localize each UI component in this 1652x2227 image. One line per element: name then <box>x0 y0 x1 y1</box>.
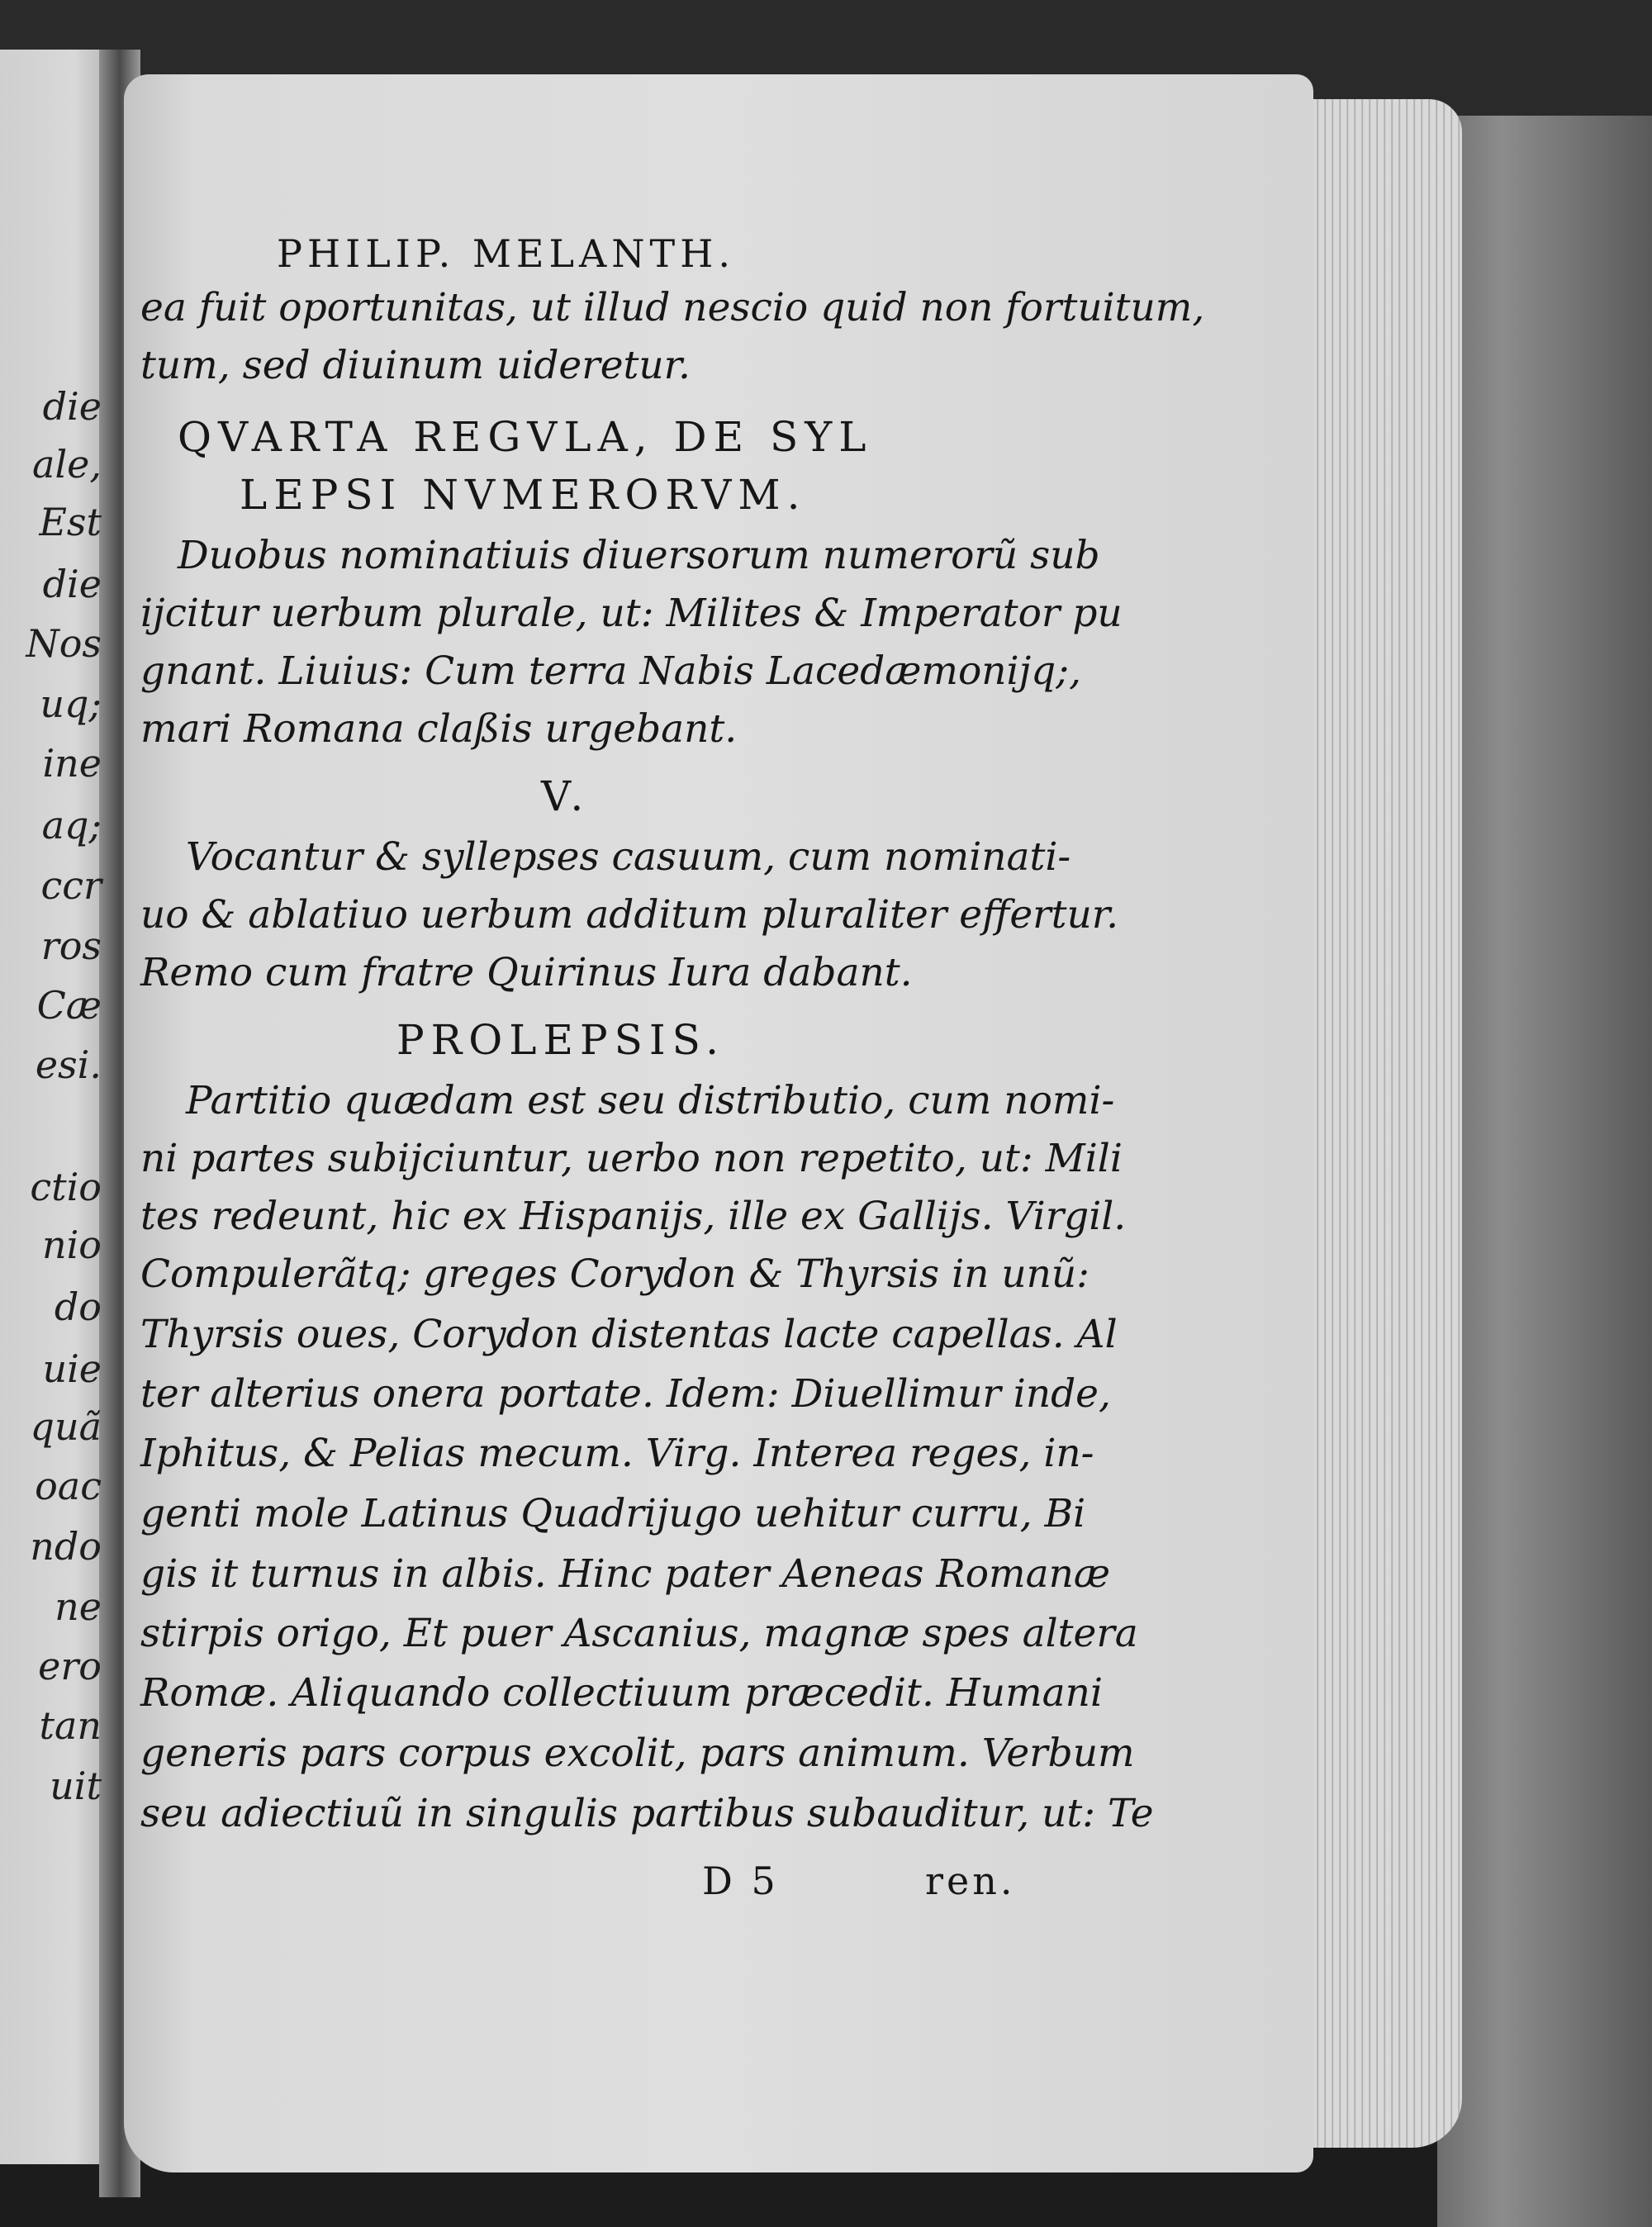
text-line: Compulerãtq; greges Corydon & Thyrsis in unũ: <box>140 1251 1089 1297</box>
page-edges <box>1297 99 1462 2148</box>
catchword: ren. <box>925 1859 1016 1903</box>
text-line: stirpis origo, Et puer Ascanius, magnæ spes altera <box>140 1611 1138 1656</box>
text-line: Iphitus, & Pelias mecum. Virg. Interea reges, in- <box>140 1431 1094 1476</box>
text-line: Partitio quædam est seu distributio, cum nomi- <box>186 1078 1115 1123</box>
text-line: generis pars corpus excolit, pars animum. Verbum <box>140 1731 1135 1776</box>
left-fragment: ne <box>55 1584 102 1629</box>
text-line: mari Romana claßis urgebant. <box>140 706 738 752</box>
left-fragment: quã <box>30 1404 102 1449</box>
left-fragment: do <box>54 1284 102 1329</box>
left-fragment: uit <box>50 1764 102 1808</box>
text-line: uo & ablatiuo uerbum additum pluraliter effertur. <box>140 892 1119 938</box>
left-fragment: uq; <box>40 681 102 726</box>
left-fragment: ndo <box>30 1524 102 1569</box>
text-line: ni partes subijciuntur, uerbo non repetito, ut: Mili <box>140 1136 1123 1181</box>
text-line: ea fuit oportunitas, ut illud nescio quid non fortuitum, <box>140 285 1205 330</box>
text-line: ter alterius onera portate. Idem: Diuellimur inde, <box>140 1371 1111 1417</box>
text-line: Remo cum fratre Quirinus Iura dabant. <box>140 950 913 995</box>
text-line: Duobus nominatiuis diuersorum numerorũ sub <box>178 533 1100 578</box>
left-fragment: Est <box>39 500 102 544</box>
left-fragment: ctio <box>30 1165 102 1209</box>
text-line: Thyrsis oues, Corydon distentas lacte capellas. Al <box>140 1312 1118 1357</box>
left-fragment: aq; <box>41 803 102 848</box>
left-fragment: ine <box>42 741 102 786</box>
left-fragment: tan <box>39 1703 102 1748</box>
vellum-cover <box>1437 116 1652 2227</box>
text-line: tum, sed diuinum uideretur. <box>140 343 691 388</box>
left-fragment: ros <box>40 924 102 968</box>
left-fragment: Cæ <box>36 983 102 1028</box>
text-line: Romæ. Aliquando collectiuum præcedit. Humani <box>140 1670 1103 1716</box>
left-fragment: uie <box>42 1346 102 1391</box>
left-fragment: nio <box>41 1223 102 1267</box>
signature-mark: D 5 <box>702 1859 779 1903</box>
left-fragment: die <box>42 384 102 429</box>
left-fragment: ale, <box>32 442 102 487</box>
left-fragment: oac <box>35 1464 102 1508</box>
current-page <box>124 74 1313 2172</box>
section-heading: PROLEPSIS. <box>396 1016 725 1064</box>
left-fragment: die <box>42 562 102 606</box>
text-line: ijcitur uerbum plurale, ut: Milites & Imperator pu <box>140 591 1123 636</box>
text-line: gis it turnus in albis. Hinc pater Aeneas Romanæ <box>140 1551 1111 1597</box>
running-head: PHILIP. MELANTH. <box>277 231 735 276</box>
left-fragment: esi. <box>35 1042 102 1087</box>
left-fragment: ero <box>38 1644 102 1688</box>
left-page-fragments <box>0 0 102 2227</box>
section-heading: QVARTA REGVLA, DE SYL <box>178 413 873 461</box>
text-line: tes redeunt, hic ex Hispanijs, ille ex Gallijs. Virgil. <box>140 1194 1127 1239</box>
left-fragment: ccr <box>40 863 102 908</box>
left-fragment: Nos <box>26 621 102 666</box>
text-line: seu adiectiuũ in singulis partibus subauditur, ut: Te <box>140 1791 1154 1836</box>
text-line: genti mole Latinus Quadrijugo uehitur curru, Bi <box>140 1491 1086 1536</box>
section-heading: LEPSI NVMERORVM. <box>240 471 807 519</box>
section-heading: V. <box>541 772 591 820</box>
text-line: Vocantur & syllepses casuum, cum nominati- <box>186 834 1071 880</box>
text-line: gnant. Liuius: Cum terra Nabis Lacedæmonijq;, <box>140 648 1082 694</box>
